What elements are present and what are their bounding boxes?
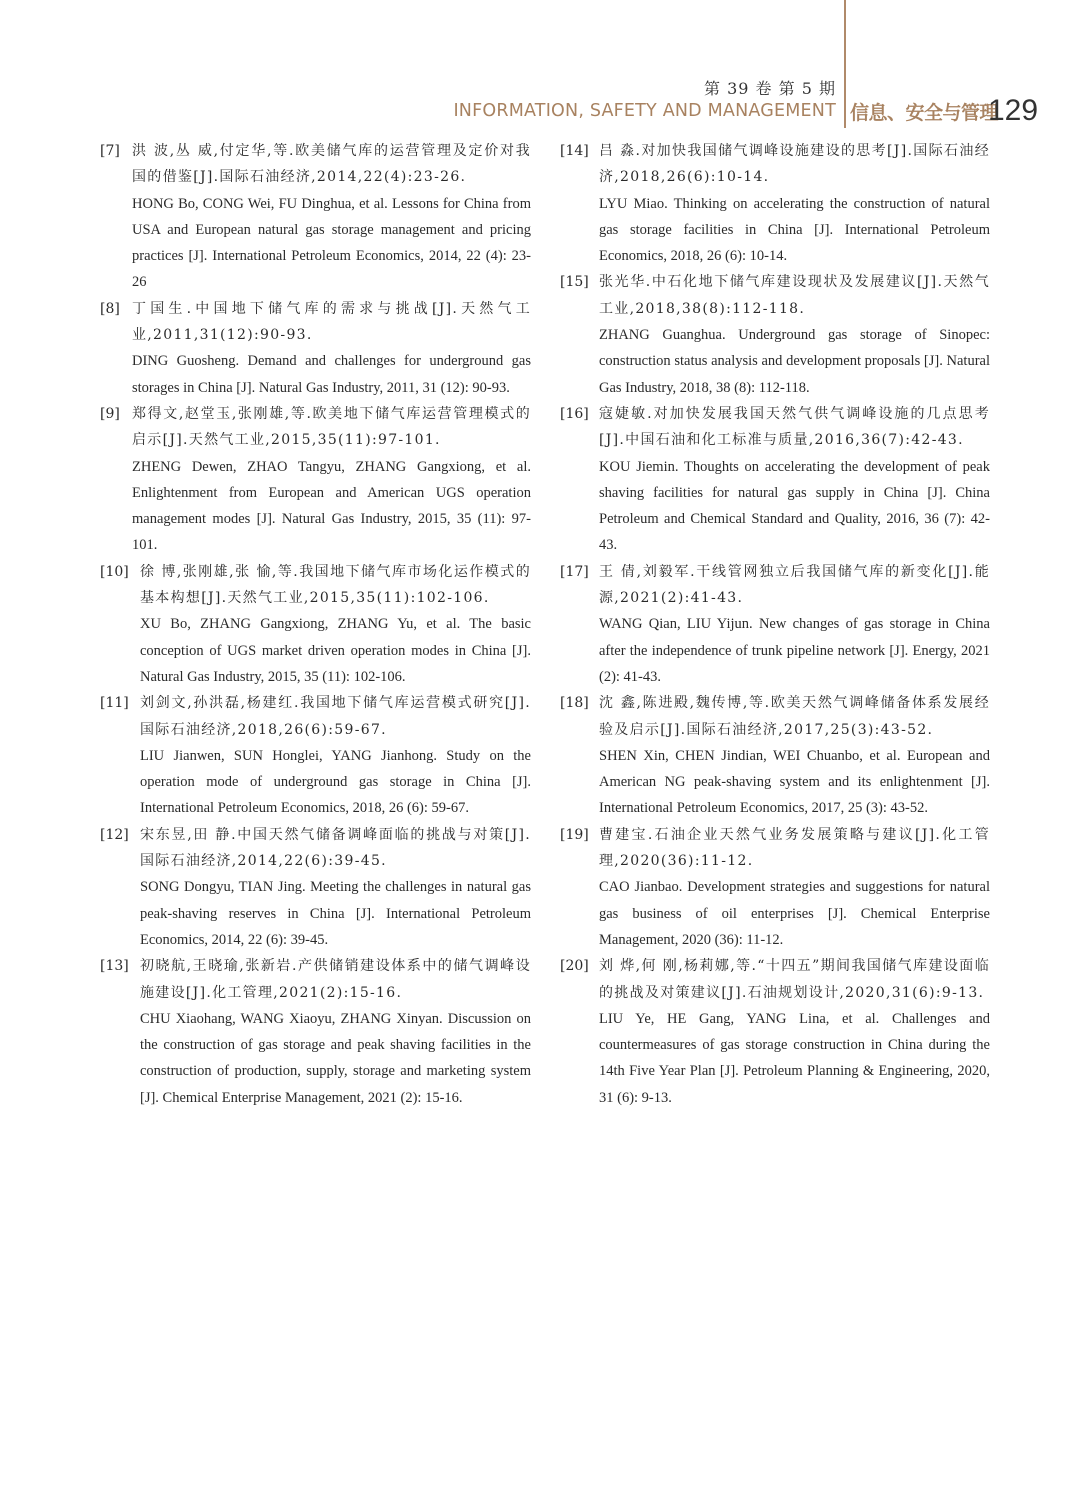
reference-number: [8]: [100, 300, 120, 317]
reference-17: [560, 559, 990, 690]
reference-en: DING Guosheng. Demand and challenges for underground gas storages in China [J]. Natural Gas Industry, 2011, 31 (12): 90-93.: [132, 353, 531, 396]
reference-en: LYU Miao. Thinking on accelerating the construction of natural gas storage facilities in China [J]. International Petroleum Economics, 2018, 26 (6): 10-14.: [599, 195, 990, 265]
reference-12: [100, 822, 531, 953]
reference-cn: 郑得文,赵堂玉,张刚雄,等.欧美地下储气库运营管理模式的启示[J].天然气工业,2015,35(11):97-101.: [132, 405, 531, 449]
reference-cn: 曹建宝.石油企业天然气业务发展策略与建议[J].化工管理,2020(36):11-12.: [599, 826, 990, 870]
reference-cn: 刘 烨,何 刚,杨莉娜,等.“十四五”期间我国储气库建设面临的挑战及对策建议[J].石油规划设计,2020,31(6):9-13.: [599, 958, 990, 1001]
reference-en: ZHANG Guanghua. Underground gas storage of Sinopec: construction status analysis and development proposals [J]. Natural Gas Industry, 2018, 38 (8): 112-118.: [599, 327, 990, 396]
reference-number: [15]: [560, 274, 589, 291]
reference-en: ZHENG Dewen, ZHAO Tangyu, ZHANG Gangxiong, et al. Enlightenment from European and American UGS operation management modes [J]. Natural Gas Industry, 2015, 35 (11): 97-101.: [132, 458, 531, 554]
section-title-cn: 信息、安全与管理: [850, 102, 999, 124]
reference-en: WANG Qian, LIU Yijun. New changes of gas storage in China after the independence of trunk pipeline network [J]. Energy, 2021 (2): 41-43.: [599, 616, 990, 685]
reference-15: [560, 269, 990, 400]
reference-cn: 刘剑文,孙洪磊,杨建红.我国地下储气库运营模式研究[J].国际石油经济,2018,26(6):59-67.: [140, 695, 531, 738]
reference-cn: 寇婕敏.对加快发展我国天然气供气调峰设施的几点思考[J].中国石油和化工标准与质量,2016,36(7):42-43.: [599, 405, 990, 449]
reference-number: [10]: [100, 563, 129, 580]
reference-en: XU Bo, ZHANG Gangxiong, ZHANG Yu, et al. The basic conception of UGS market driven operation modes in China [J]. Natural Gas Industry, 2015, 35 (11): 102-106.: [140, 616, 531, 685]
references-right-column: [560, 138, 990, 1111]
reference-18: [560, 690, 990, 821]
reference-number: [20]: [560, 958, 589, 975]
reference-cn: 徐 博,张刚雄,张 愉,等.我国地下储气库市场化运作模式的基本构想[J].天然气工业,2015,35(11):102-106.: [140, 563, 531, 607]
reference-en: CAO Jianbao. Development strategies and suggestions for natural gas business of oil enterprises [J]. Chemical Enterprise Management, 2020 (36): 11-12.: [599, 879, 990, 948]
references-left-column: [100, 138, 531, 1111]
reference-en: HONG Bo, CONG Wei, FU Dinghua, et al. Lessons for China from USA and European natural gas storage management and pricing practices [J]. International Petroleum Economics, 2014, 22 (4): 23-26: [132, 195, 531, 291]
volume-issue: 第 39 卷 第 5 期: [704, 79, 836, 98]
reference-number: [9]: [100, 405, 120, 422]
reference-10: [100, 559, 531, 690]
reference-9: [100, 401, 531, 559]
reference-20: [560, 953, 990, 1111]
header-divider: [844, 0, 846, 128]
reference-cn: 吕 淼.对加快我国储气调峰设施建设的思考[J].国际石油经济,2018,26(6):10-14.: [599, 143, 990, 186]
reference-cn: 沈 鑫,陈进殿,魏传博,等.欧美天然气调峰储备体系发展经验及启示[J].国际石油经济,2017,25(3):43-52.: [599, 695, 990, 738]
reference-7: [100, 138, 531, 296]
page-number: 129: [988, 94, 1039, 127]
reference-number: [14]: [560, 143, 589, 159]
reference-number: [12]: [100, 826, 129, 843]
reference-number: [19]: [560, 826, 589, 843]
reference-cn: 王 倩,刘毅军.干线管网独立后我国储气库的新变化[J].能源,2021(2):41-43.: [599, 563, 990, 607]
reference-number: [17]: [560, 563, 589, 580]
reference-13: [100, 953, 531, 1111]
reference-8: [100, 296, 531, 401]
reference-number: [16]: [560, 405, 589, 422]
reference-number: [13]: [100, 958, 129, 975]
reference-11: [100, 690, 531, 821]
reference-cn: 张光华.中石化地下储气库建设现状及发展建议[J].天然气工业,2018,38(8):112-118.: [599, 274, 990, 317]
reference-en: CHU Xiaohang, WANG Xiaoyu, ZHANG Xinyan. Discussion on the construction of gas storage and peak shaving facilities in the construction of production, supply, storage and marketing system [J]. Chemical Enterprise Management, 2021 (2): 15-16.: [140, 1010, 531, 1106]
reference-en: SONG Dongyu, TIAN Jing. Meeting the challenges in natural gas peak-shaving reserves in China [J]. International Petroleum Economics, 2014, 22 (6): 39-45.: [140, 879, 531, 948]
reference-en: KOU Jiemin. Thoughts on accelerating the development of peak shaving facilities for natural gas supply in China [J]. China Petroleum and Chemical Standard and Quality, 2016, 36 (7): 42-43.: [599, 458, 990, 554]
section-title-en: INFORMATION, SAFETY AND MANAGEMENT: [453, 101, 836, 121]
reference-14: [560, 138, 990, 269]
reference-en: LIU Jianwen, SUN Honglei, YANG Jianhong. Study on the operation mode of underground gas storage in China [J]. International Petroleum Economics, 2018, 26 (6): 59-67.: [140, 747, 531, 817]
reference-16: [560, 401, 990, 559]
reference-19: [560, 822, 990, 953]
reference-en: SHEN Xin, CHEN Jindian, WEI Chuanbo, et al. European and American NG peak-shaving system and its enlightenment [J]. International Petroleum Economics, 2017, 25 (3): 43-52.: [599, 747, 990, 817]
reference-cn: 洪 波,丛 威,付定华,等.欧美储气库的运营管理及定价对我国的借鉴[J].国际石油经济,2014,22(4):23-26.: [132, 143, 531, 186]
reference-number: [7]: [100, 143, 120, 159]
reference-en: LIU Ye, HE Gang, YANG Lina, et al. Challenges and countermeasures of gas storage construction in China during the 14th Five Year Plan [J]. Petroleum Planning & Engineering, 2020, 31 (6): 9-13.: [599, 1010, 990, 1106]
reference-number: [18]: [560, 695, 589, 712]
reference-cn: 初晓航,王晓瑜,张新岩.产供储销建设体系中的储气调峰设施建设[J].化工管理,2021(2):15-16.: [140, 958, 531, 1001]
reference-cn: 丁国生.中国地下储气库的需求与挑战[J].天然气工业,2011,31(12):90-93.: [132, 300, 531, 344]
reference-cn: 宋东昱,田 静.中国天然气储备调峰面临的挑战与对策[J].国际石油经济,2014,22(6):39-45.: [140, 826, 531, 870]
reference-number: [11]: [100, 695, 129, 712]
